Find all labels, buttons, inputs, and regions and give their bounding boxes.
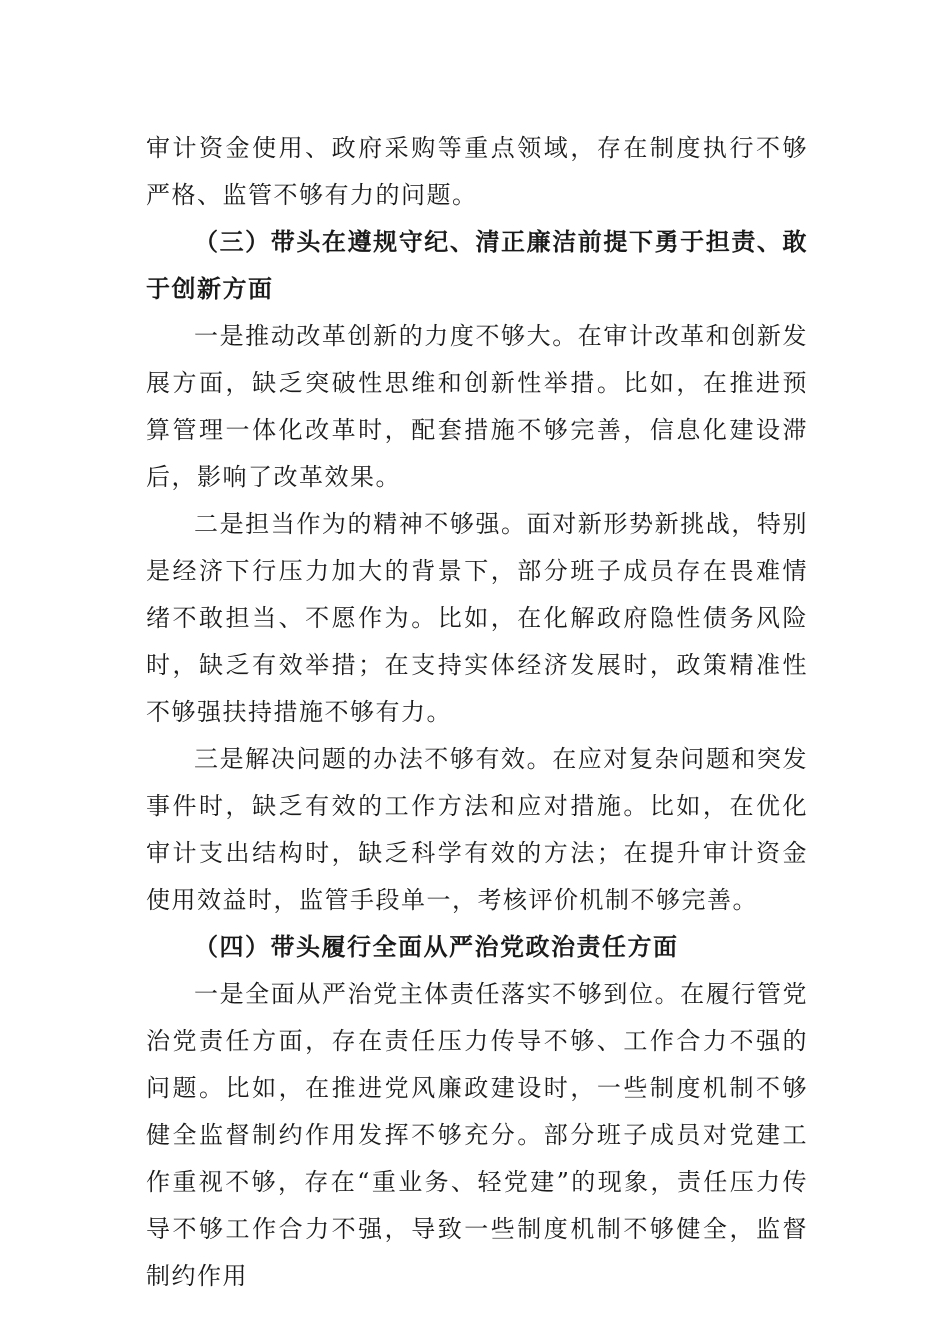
document-body: [146, 125, 808, 1300]
section-heading-4: （四）带头履行全面从严治党政治责任方面: [194, 933, 679, 961]
section-heading-3: （三）带头在遵规守纪、清正廉洁前提下勇于担责、敢于创新方面: [146, 228, 808, 303]
paragraph-responsibility-spirit: 二是担当作为的精神不够强。面对新形势新挑战，特别是经济下行压力加大的背景下，部分班子成员存在畏难情绪不敢担当、不愿作为。比如，在化解政府隐性债务风险时，缺乏有效举措；在支持实体经济发展时，政策精准性不够强扶持措施不够有力。: [146, 510, 808, 726]
paragraph-reform-innovation: 一是推动改革创新的力度不够大。在审计改革和创新发展方面，缺乏突破性思维和创新性举措。比如，在推进预算管理一体化改革时，配套措施不够完善，信息化建设滞后，影响了改革效果。: [146, 322, 808, 491]
paragraph-problem-solving: 三是解决问题的办法不够有效。在应对复杂问题和突发事件时，缺乏有效的工作方法和应对措施。比如，在优化审计支出结构时，缺乏科学有效的方法；在提升审计资金使用效益时，监管手段单一，考核评价机制不够完善。: [146, 745, 808, 914]
paragraph-party-governance: 一是全面从严治党主体责任落实不够到位。在履行管党治党责任方面，存在责任压力传导不够、工作合力不强的问题。比如，在推进党风廉政建设时，一些制度机制不够健全监督制约作用发挥不够充分。部分班子成员对党建工作重视不够，存在“重业务、轻党建”的现象，责任压力传导不够工作合力不强，导致一些制度机制不够健全，监督制约作用: [146, 980, 808, 1290]
paragraph-continuation: 审计资金使用、政府采购等重点领域，存在制度执行不够严格、监管不够有力的问题。: [146, 134, 808, 209]
